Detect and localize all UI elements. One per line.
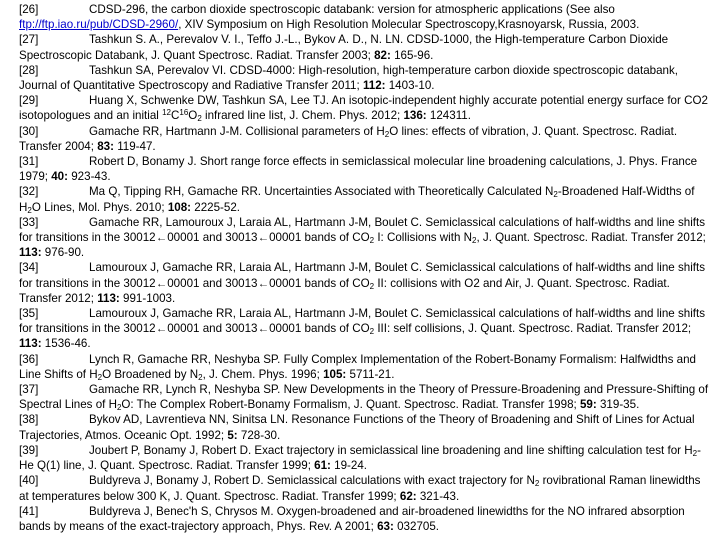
volume: 5: bbox=[227, 428, 238, 442]
reference-number: [35] bbox=[19, 307, 39, 321]
reference-number: [37] bbox=[19, 383, 39, 397]
volume: 59: bbox=[579, 398, 597, 412]
volume: 112: bbox=[362, 79, 386, 93]
reference-list bbox=[19, 2, 709, 534]
ftp-link[interactable]: ftp://ftp.iao.ru/pub/CDSD-2960/ bbox=[19, 18, 179, 32]
volume: 108: bbox=[167, 200, 192, 214]
reference-number: [27] bbox=[19, 33, 39, 47]
reference-number: [28] bbox=[19, 63, 39, 77]
reference-number: [30] bbox=[19, 124, 39, 138]
reference-number: [34] bbox=[19, 261, 39, 275]
reference-33: [33] Gamache RR, Lamouroux J, Laraia AL, Hartmann J-M, Boulet C. Semiclassical calculations of half-widths and line shifts for transitions in the 30012←00001 and 30013←00001 bands of $CO_2$ I: Collisions with $N_2$, J. Quant. Spectrosc. Radiat. Transfer 2012; 113: 976-90. bbox=[19, 215, 706, 260]
volume: 40: bbox=[51, 170, 68, 184]
volume: 61: bbox=[314, 459, 331, 473]
reference-number: [41] bbox=[19, 504, 39, 518]
reference-35: [35] Lamouroux J, Gamache RR, Laraia AL, Hartmann J-M, Boulet C. Semiclassical calculations of half-widths and line shifts for transitions in the 30012←00001 and 30013←00001 bands of $CO_2$ III: self collisions, J. Quant. Spectrosc. Radiat. Transfer 2012; 113: 1536-46. bbox=[19, 307, 706, 351]
reference-40: [40] Buldyreva J, Bonamy J, Robert D. Semiclassical calculations with exact trajectory for $N_2$ rovibrational Raman linewidths at temperatures below 300 K, J. Quant. Spectrosc. Radiat. Transfer 1999; 62: 321-43. bbox=[19, 474, 701, 503]
reference-number: [39] bbox=[19, 443, 39, 457]
reference-31: [31] Robert D, Bonamy J. Short range force effects in semiclassical molecular line broadening calculations, J. Phys. France 1979; 40: 923-43. bbox=[19, 155, 698, 184]
reference-36: [36] Lynch R, Gamache RR, Neshyba SP. Fully Complex Implementation of the Robert-Bonamy Formalism: Halfwidths and Line Shifts of $H_2O$ Broadened by $N_2$, J. Chem. Phys. 1996; 105: 5711-21. bbox=[19, 352, 696, 382]
reference-number: [36] bbox=[19, 352, 39, 366]
volume: 113: bbox=[19, 337, 42, 351]
volume: 105: bbox=[323, 367, 347, 381]
reference-34: [34] Lamouroux J, Gamache RR, Laraia AL, Hartmann J-M, Boulet C. Semiclassical calculations of half-widths and line shifts for transitions in the 30012←00001 and 30013←00001 bands of $CO_2$ II: collisions with O2 and Air, J. Quant. Spectrosc. Radiat. Transfer 2012; 113: 991-1003. bbox=[19, 261, 706, 305]
reference-number: [32] bbox=[19, 185, 39, 199]
reference-32: [32] Ma Q, Tipping RH, Gamache RR. Uncertainties Associated with Theoretically Calculated $N_2$-Broadened Half-Widths of $H_2O$ Lines, Mol. Phys. 2010; 108: 2225-52. bbox=[19, 185, 695, 215]
reference-26: [26] CDSD-296, the carbon dioxide spectroscopic databank: version for atmospheric applications (See also ftp://ftp.iao.ru/pub/CDSD-2960/, XIV Symposium on High Resolution Molecular Spectroscopy,Krasnoyarsk, Russia, 2003. bbox=[19, 3, 640, 32]
reference-28: [28] Tashkun SA, Perevalov VI. CDSD-4000: High-resolution, high-temperature carbon dioxide spectroscopic databank, Journal of Quantitative Spectroscopy and Radiative Transfer 2011; 112: 1403-10. bbox=[19, 63, 679, 93]
volume: 136: bbox=[403, 109, 427, 123]
reference-27: [27] Tashkun S. A., Perevalov V. I., Teffo J.-L., Bykov A. D., N. LN. CDSD-1000, the High-temperature Carbon Dioxide Spectroscopic Databank, J. Quant Spectrosc. Radiat. Transfer 2003; 82: 165-96. bbox=[19, 33, 669, 62]
reference-37: [37] Gamache RR, Lynch R, Neshyba SP. New Developments in the Theory of Pressure-Broadening and Pressure-Shifting of Spectral Lines of $H_2O$: The Complex Robert-Bonamy Formalism, J. Quant. Spectrosc. Radiat. Transfer 1998; 59: 319-35. bbox=[19, 383, 709, 413]
reference-number: [31] bbox=[19, 155, 39, 169]
reference-41: [41] Buldyreva J, Benec'h S, Chrysos M. Oxygen-broadened and air-broadened linewidths for the NO infrared absorption bands by means of the exact-trajectory approach, Phys. Rev. A 2001; 63: 032705. bbox=[19, 504, 685, 533]
volume: 83: bbox=[97, 139, 114, 153]
volume: 113: bbox=[19, 246, 42, 260]
reference-number: [38] bbox=[19, 413, 39, 427]
reference-39: [39] Joubert P, Bonamy J, Robert D. Exact trajectory in semiclassical line broadening and line shifting calculation test for $H_2-He$ Q(1) line, J. Quant. Spectrosc. Radiat. Transfer 1999; 61: 19-24. bbox=[19, 443, 701, 473]
reference-29: [29] Huang X, Schwenke DW, Tashkun SA, Lee TJ. An isotopic-independent highly accurate potential energy surface for CO2 isotopologues and an initial $^{12}C^{16}O_2$ infrared line list, J. Chem. Phys. 2012; 136: 124311. bbox=[19, 94, 708, 124]
reference-38: [38] Bykov AD, Lavrentieva NN, Sinitsa LN. Resonance Functions of the Theory of Broadening and Shift of Lines for Actual Trajectories, Atmos. Oceanic Opt. 1992; 5: 728-30. bbox=[19, 413, 695, 442]
volume: 63: bbox=[377, 519, 394, 533]
volume: 62: bbox=[399, 489, 417, 503]
reference-number: [26] bbox=[19, 3, 39, 16]
reference-number: [29] bbox=[19, 94, 39, 108]
reference-number: [40] bbox=[19, 474, 39, 488]
reference-30: [30] Gamache RR, Hartmann J-M. Collisional parameters of $H_2O$ lines: effects of vibration, J. Quant. Spectrosc. Radiat. Transfer 2004; 83: 119-47. bbox=[19, 124, 678, 153]
volume: 82: bbox=[374, 48, 391, 62]
reference-number: [33] bbox=[19, 215, 39, 229]
volume: 113: bbox=[97, 291, 120, 305]
